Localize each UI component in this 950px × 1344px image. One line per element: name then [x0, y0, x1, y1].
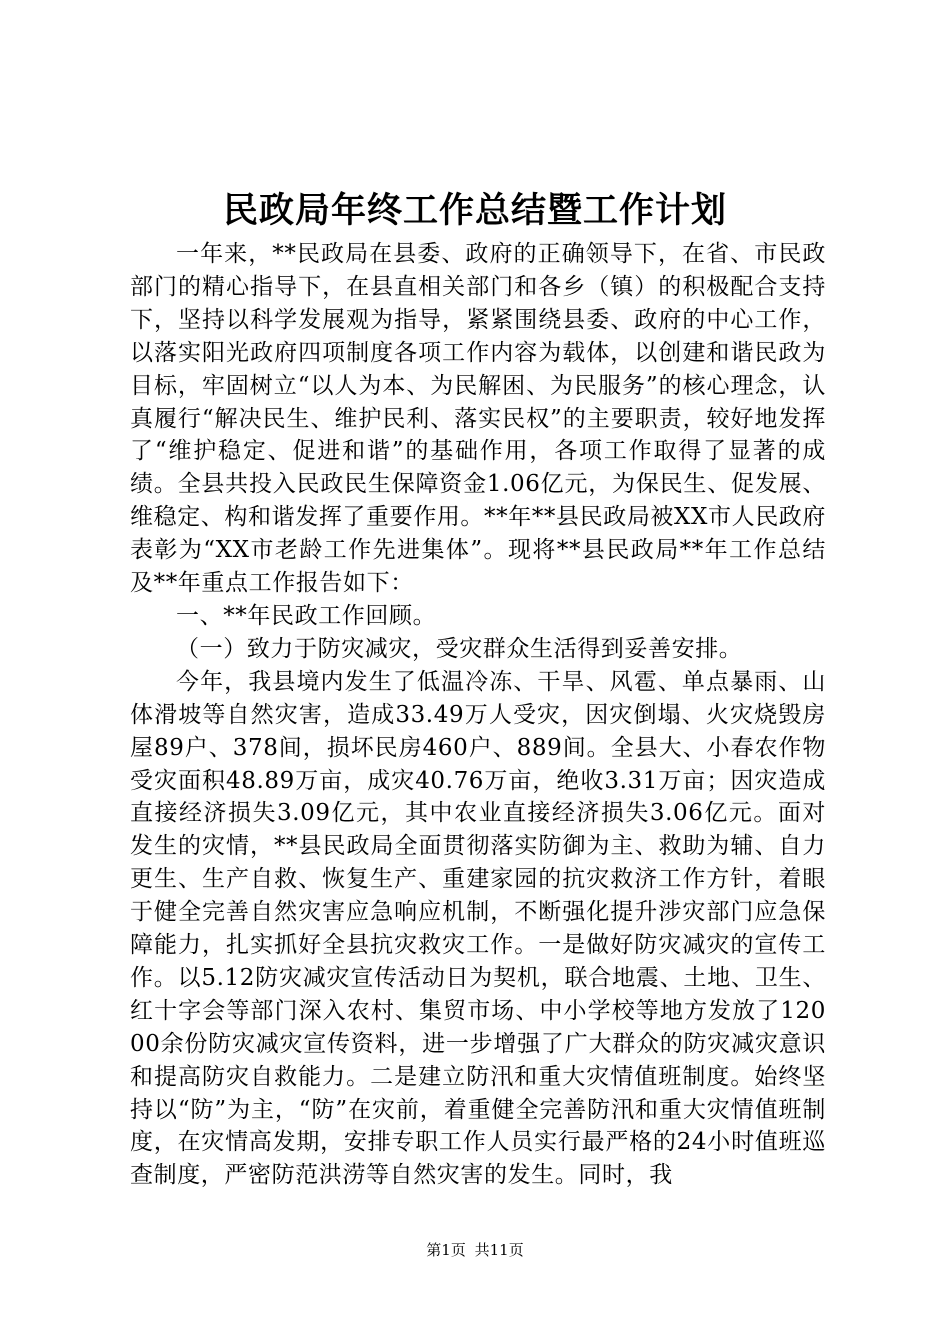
intro-paragraph: 一年来，**民政局在县委、政府的正确领导下，在省、市民政部门的精心指导下，在县直相关部门和各乡（镇）的积极配合支持下，坚持以科学发展观为指导，紧紧围绕县委、政府的中心工作，以落实阳光政府四项制度各项工作内容为载体，以创建和谐民政为目标，牢固树立“以人为本、为民解困、为民服务”的核心理念，认真履行“解决民生、维护民利、落实民权”的主要职责，较好地发挥了“维护稳定、促进和谐”的基础作用，各项工作取得了显著的成绩。全县共投入民政民生保障资金1.06亿元，为保民生、促发展、维稳定、构和谐发挥了重要作用。**年**县民政局被XX市人民政府表彰为“XX市老龄工作先进集体”。现将**县民政局**年工作总结及**年重点工作报告如下： — [130, 241, 826, 597]
body-paragraph: 今年，我县境内发生了低温冷冻、干旱、风雹、单点暴雨、山体滑坡等自然灾害，造成33.49万人受灾，因灾倒塌、火灾烧毁房屋89户、378间，损坏民房460户、889间。全县大、小春农作物受灾面积48.89万亩，成灾40.76万亩，绝收3.31万亩；因灾造成直接经济损失3.09亿元，其中农业直接经济损失3.06亿元。面对发生的灾情，**县民政局全面贯彻落实防御为主、救助为辅、自力更生、生产自救、恢复生产、重建家园的抗灾救济工作方针，着眼于健全完善自然灾害应急响应机制，不断强化提升涉灾部门应急保障能力，扎实抓好全县抗灾救灾工作。一是做好防灾减灾的宣传工作。以5.12防灾减灾宣传活动日为契机，联合地震、土地、卫生、红十字会等部门深入农村、集贸市场、中小学校等地方发放了12000余份防灾减灾宣传资料，进一步增强了广大群众的防灾减灾意识和提高防灾自救能力。二是建立防汛和重大灾情值班制度。始终坚持以“防”为主，“防”在灾前，着重健全完善防汛和重大灾情值班制度，在灾情高发期，安排专职工作人员实行最严格的24小时值班巡查制度，严密防范洪涝等自然灾害的发生。同时，我 — [130, 668, 826, 1189]
section-heading: 一、**年民政工作回顾。 — [176, 602, 437, 629]
page-total: 共11页 — [474, 1241, 524, 1259]
subsection-heading: （一）致力于防灾减灾，受灾群众生活得到妥善安排。 — [176, 635, 743, 662]
document-title: 民政局年终工作总结暨工作计划 — [222, 190, 727, 231]
page-footer — [0, 1240, 950, 1260]
page-number: 第1页 — [426, 1241, 466, 1259]
document-body — [130, 238, 826, 1192]
